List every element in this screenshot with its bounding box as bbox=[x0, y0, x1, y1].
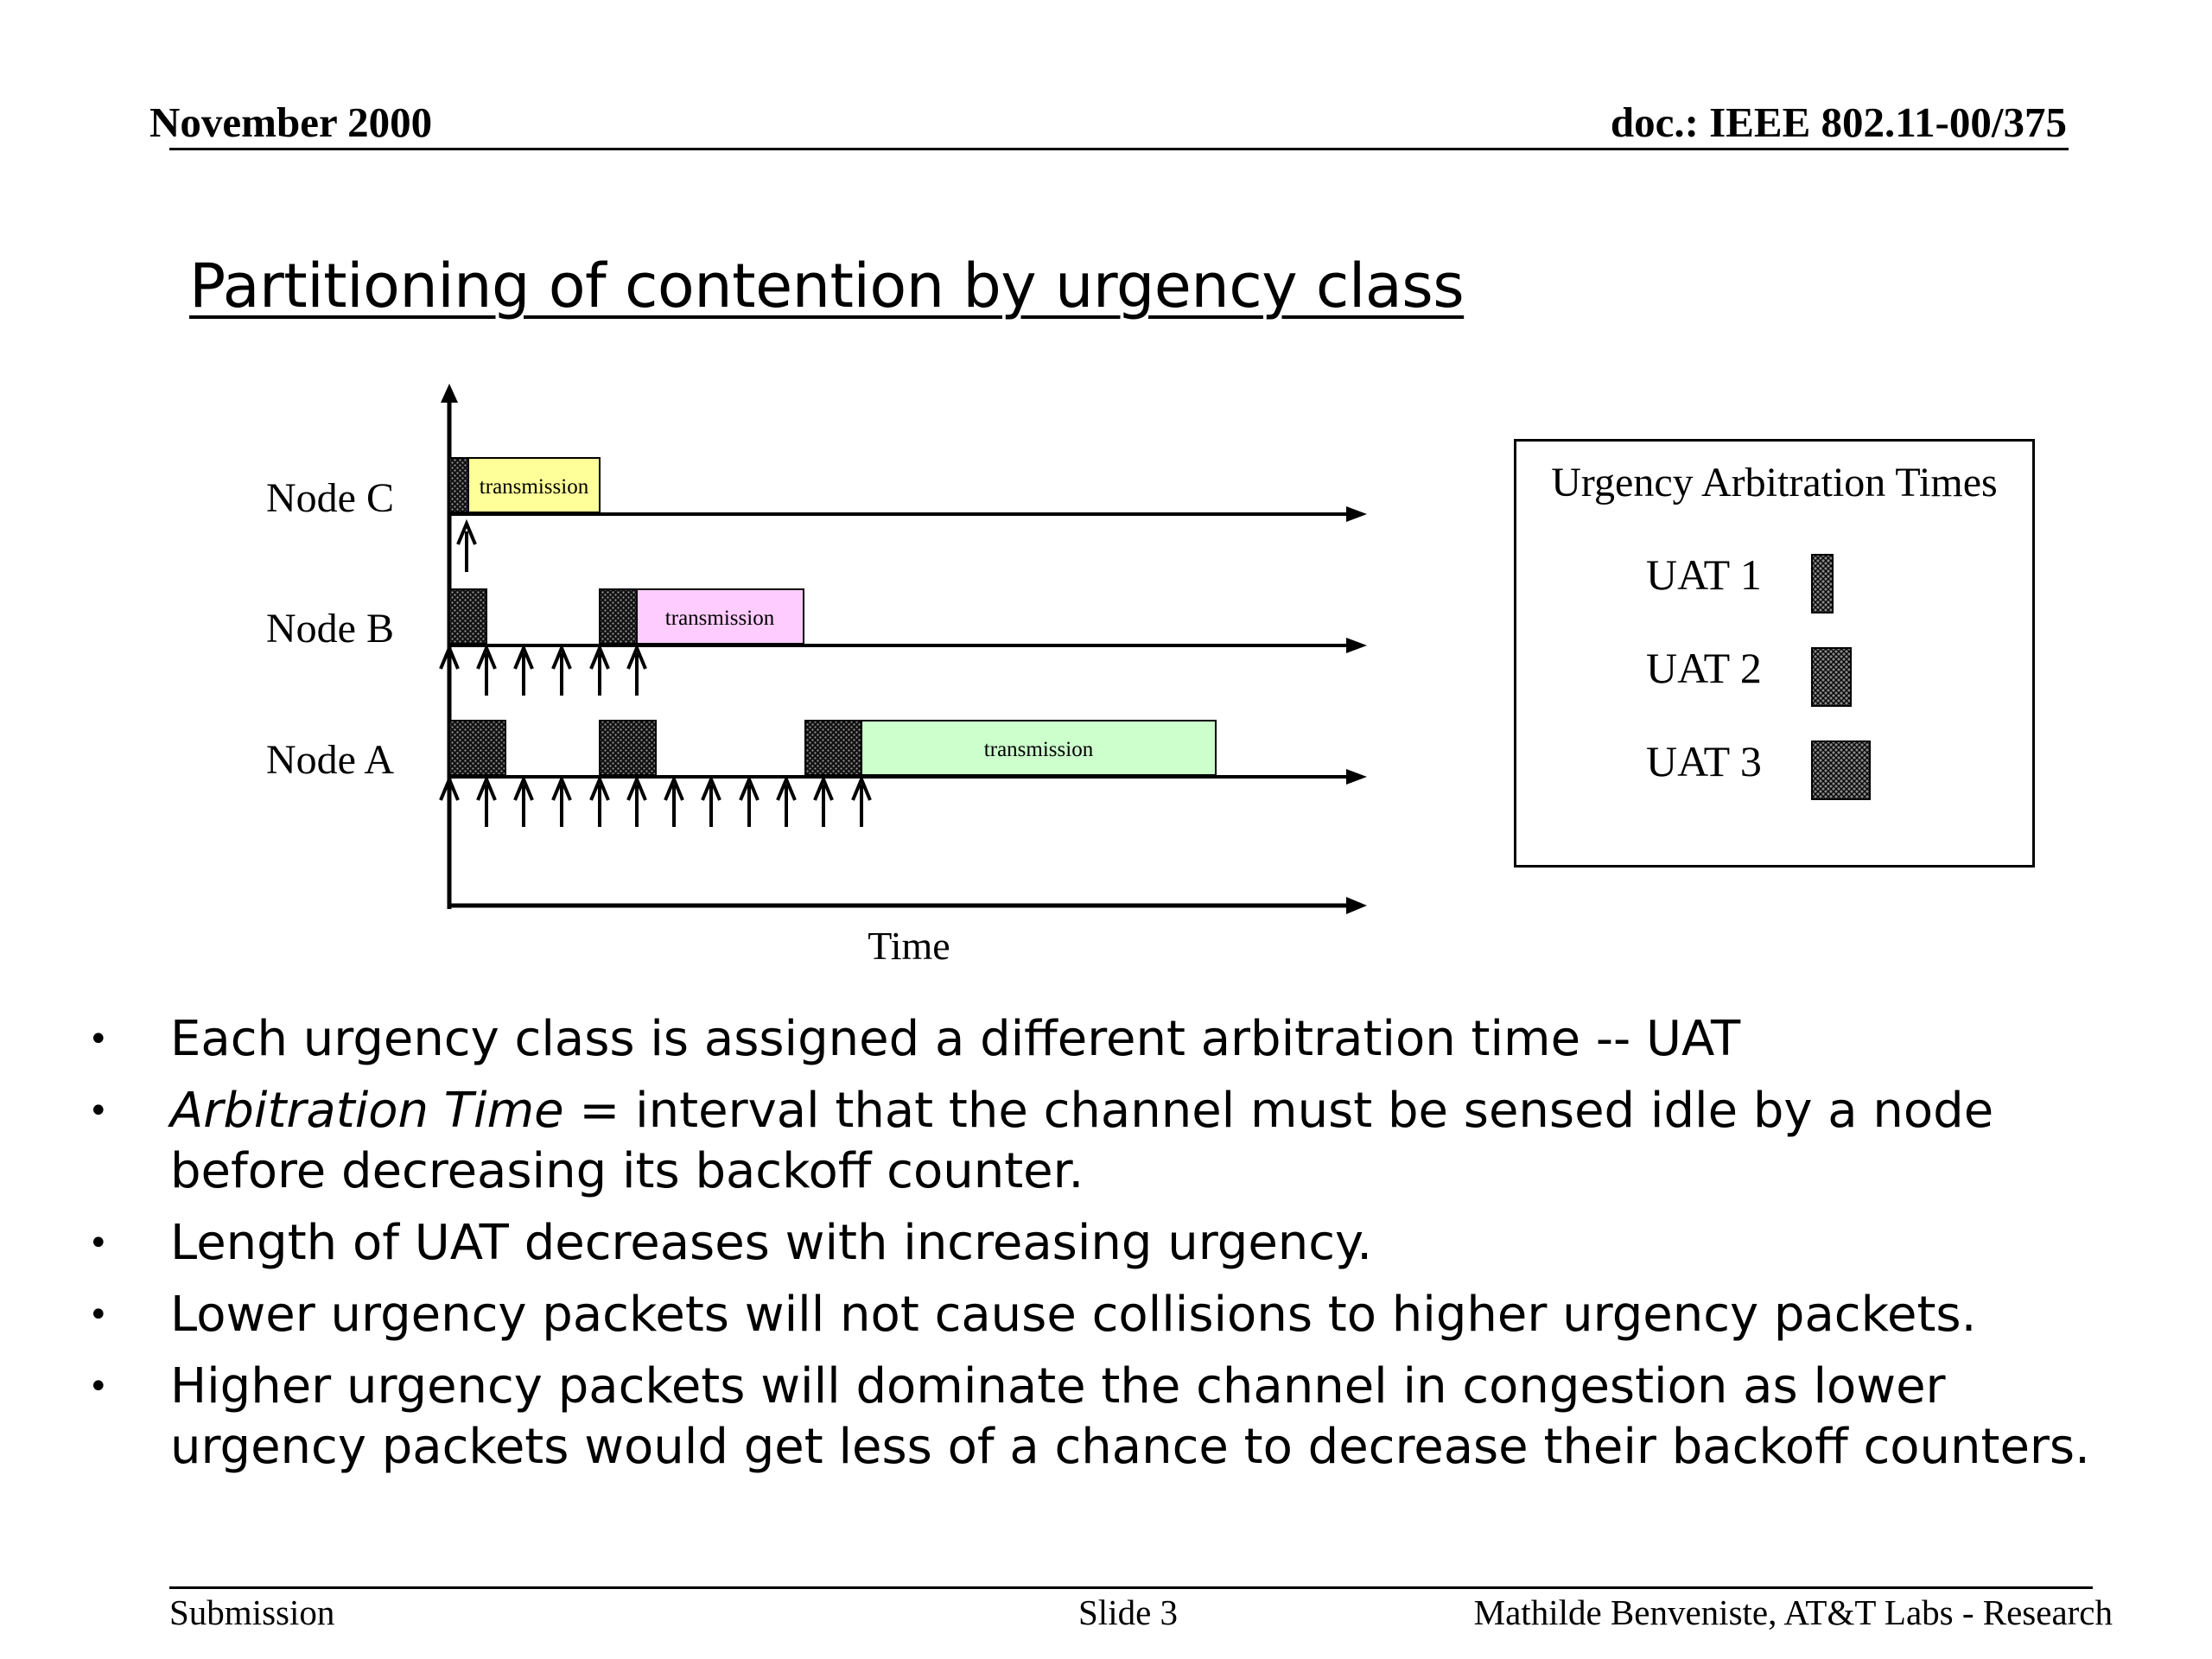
node-a-uat-block bbox=[600, 721, 656, 775]
legend-label-uat3: UAT 3 bbox=[1646, 737, 1762, 785]
legend-swatch-uat2 bbox=[1811, 647, 1852, 707]
footer-rule bbox=[169, 1586, 2093, 1589]
node-a-timeline bbox=[441, 721, 1367, 827]
time-axis-arrowhead bbox=[1346, 897, 1367, 914]
header-date: November 2000 bbox=[149, 99, 433, 146]
bullet-item: • Arbitration Time = interval that the channel must be sensed idle by a node before decreasing its backoff counter. bbox=[88, 1083, 1994, 1199]
node-c-timeline bbox=[449, 458, 1367, 572]
header-doc-id: doc.: IEEE 802.11-00/375 bbox=[1610, 99, 2067, 146]
time-axis-label: Time bbox=[868, 924, 950, 968]
legend-label-uat2: UAT 2 bbox=[1646, 644, 1762, 692]
node-c-uat-block bbox=[449, 458, 468, 512]
y-axis-arrowhead bbox=[441, 384, 458, 403]
node-b-backoff-arrows bbox=[441, 648, 645, 696]
node-c-label: Node C bbox=[266, 475, 394, 521]
node-b-label: Node B bbox=[266, 606, 394, 652]
bullet-item: • Higher urgency packets will dominate the channel in congestion as lower urgency packets would get less of a chance to decrease their backoff counters. bbox=[88, 1358, 2090, 1475]
uat-legend bbox=[1514, 439, 2035, 868]
node-c-backoff-arrows bbox=[458, 524, 475, 572]
footer-slide-number: Slide 3 bbox=[1078, 1592, 1179, 1632]
legend-swatch-uat1 bbox=[1811, 554, 1834, 613]
node-b-timeline bbox=[441, 589, 1367, 696]
slide-title: Partitioning of contention by urgency class bbox=[189, 251, 1465, 321]
node-a-backoff-arrows bbox=[441, 779, 870, 827]
node-b-uat-block bbox=[449, 589, 486, 644]
node-a-transmission-label: transmission bbox=[983, 738, 1094, 761]
bullet-list bbox=[86, 1009, 2091, 1489]
bullet-item: • Length of UAT decreases with increasing urgency. bbox=[88, 1215, 1373, 1271]
node-c-transmission-label: transmission bbox=[479, 475, 589, 499]
bullet-item: • Lower urgency packets will not cause collisions to higher urgency packets. bbox=[88, 1287, 1977, 1343]
node-b-transmission-label: transmission bbox=[664, 607, 775, 630]
node-a-uat-block bbox=[805, 721, 861, 775]
footer-author: Mathilde Benveniste, AT&T Labs - Research bbox=[1473, 1592, 2113, 1632]
legend-title: Urgency Arbitration Times bbox=[1551, 460, 1998, 505]
legend-label-uat1: UAT 1 bbox=[1646, 550, 1762, 599]
footer-submission: Submission bbox=[169, 1592, 335, 1632]
node-a-uat-block bbox=[449, 721, 505, 775]
legend-swatch-uat3 bbox=[1811, 741, 1871, 800]
bullet-item: • Each urgency class is assigned a different arbitration time -- UAT bbox=[88, 1011, 1741, 1067]
node-b-uat-block bbox=[600, 589, 637, 644]
node-a-label: Node A bbox=[266, 737, 394, 783]
